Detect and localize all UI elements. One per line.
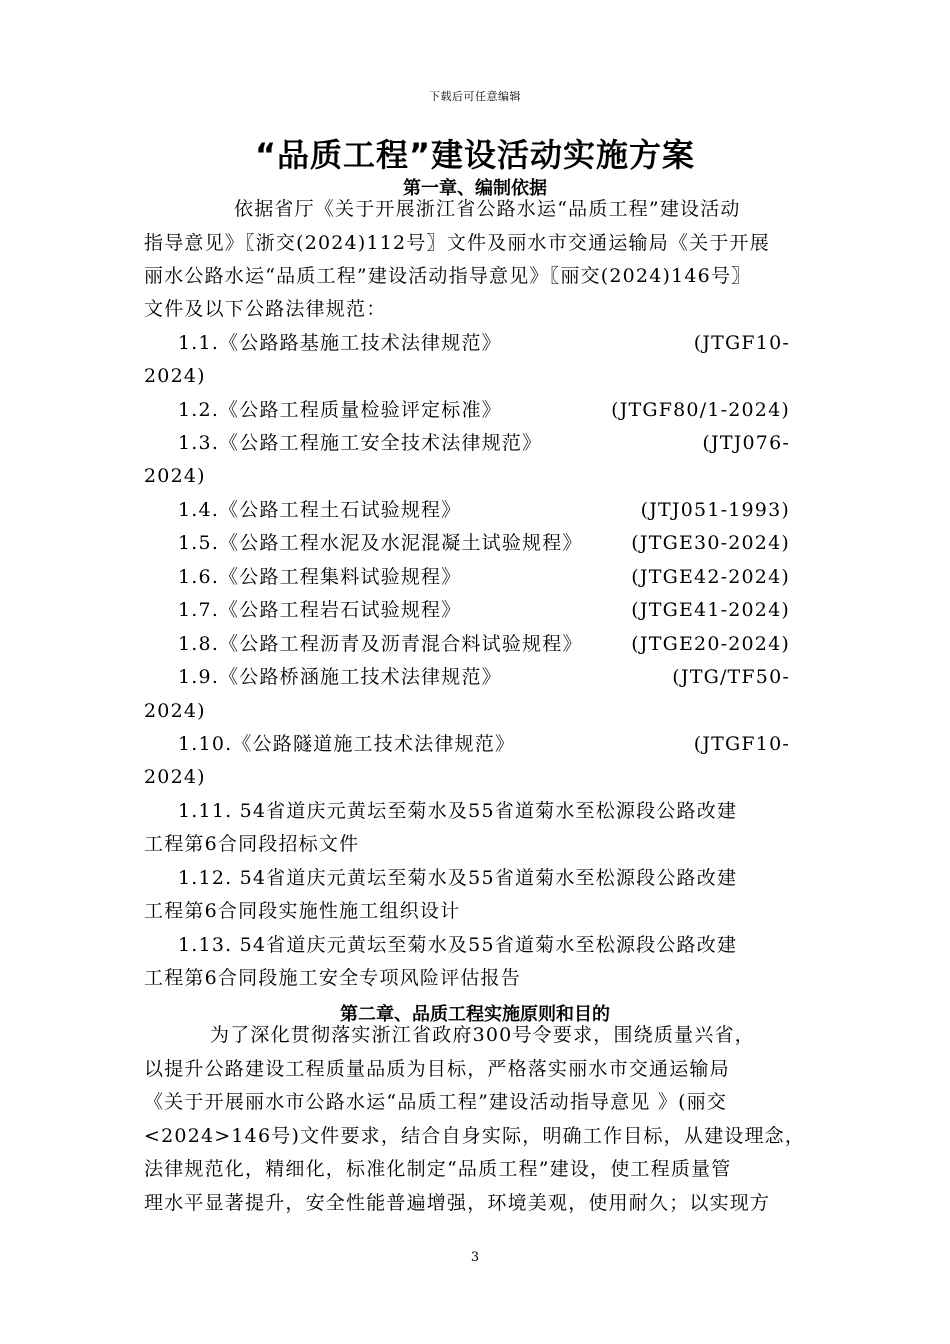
reference-code: (JTGE30-2024)	[631, 532, 790, 554]
reference-label: 1.7.《公路工程岩石试验规程》	[178, 599, 462, 621]
reference-code: (JTGE20-2024)	[631, 633, 790, 655]
reference-code: (JTJ051-1993)	[640, 499, 790, 521]
document-title: “品质工程”建设活动实施方案	[254, 136, 696, 174]
page-header: 下载后可任意编辑	[429, 90, 521, 103]
reference-code: (JTG/TF50-	[672, 666, 790, 688]
reference-code: (JTGE42-2024)	[631, 566, 790, 588]
page-number: 3	[470, 1250, 480, 1265]
reference-label: 1.10.《公路隧道施工技术法律规范》	[178, 733, 516, 755]
reference-long-item: 1.11. 54省道庆元黄坛至菊水及55省道菊水至松源段公路改建	[178, 800, 738, 822]
reference-code-continued: 2024)	[144, 465, 206, 487]
reference-long-item: 1.12. 54省道庆元黄坛至菊水及55省道菊水至松源段公路改建	[178, 867, 738, 889]
reference-label: 1.4.《公路工程土石试验规程》	[178, 499, 462, 521]
reference-long-item-continued: 工程第6合同段招标文件	[144, 833, 360, 855]
reference-code: (JTJ076-	[702, 432, 790, 454]
reference-code: (JTGE41-2024)	[631, 599, 790, 621]
reference-label: 1.5.《公路工程水泥及水泥混凝土试验规程》	[178, 532, 583, 554]
chapter2-line: 以提升公路建设工程质量品质为目标，严格落实丽水市交通运输局	[144, 1058, 730, 1080]
reference-long-item: 1.13. 54省道庆元黄坛至菊水及55省道菊水至松源段公路改建	[178, 934, 738, 956]
reference-label: 1.6.《公路工程集料试验规程》	[178, 566, 462, 588]
chapter2-line: 《关于开展丽水市公路水运“品质工程”建设活动指导意见 》(丽交	[144, 1091, 728, 1113]
reference-long-item-continued: 工程第6合同段施工安全专项风险评估报告	[144, 967, 521, 989]
reference-label: 1.3.《公路工程施工安全技术法律规范》	[178, 432, 543, 454]
chapter1-heading: 第一章、编制依据	[403, 178, 547, 199]
reference-code-continued: 2024)	[144, 365, 206, 387]
intro-line: 指导意见》〖浙交(2024)112号〗文件及丽水市交通运输局《关于开展	[144, 232, 770, 254]
reference-label: 1.1.《公路路基施工技术法律规范》	[178, 332, 502, 354]
reference-long-item-continued: 工程第6合同段实施性施工组织设计	[144, 900, 461, 922]
intro-line: 文件及以下公路法律规范：	[144, 298, 387, 320]
reference-code-continued: 2024)	[144, 766, 206, 788]
reference-code: (JTGF80/1-2024)	[611, 399, 790, 421]
reference-label: 1.2.《公路工程质量检验评定标准》	[178, 399, 502, 421]
chapter2-heading: 第二章、品质工程实施原则和目的	[340, 1004, 610, 1025]
chapter2-line: <2024>146号)文件要求，结合自身实际，明确工作目标，从建设理念，	[144, 1125, 806, 1147]
reference-label: 1.9.《公路桥涵施工技术法律规范》	[178, 666, 502, 688]
chapter2-line: 理水平显著提升，安全性能普遍增强，环境美观，使用耐久；以实现方	[144, 1192, 771, 1214]
chapter2-line: 为了深化贯彻落实浙江省政府300号令要求，围绕质量兴省，	[210, 1024, 755, 1046]
reference-code: (JTGF10-	[693, 733, 790, 755]
intro-line: 依据省厅《关于开展浙江省公路水运“品质工程”建设活动	[234, 198, 741, 220]
reference-label: 1.8.《公路工程沥青及沥青混合料试验规程》	[178, 633, 583, 655]
reference-code-continued: 2024)	[144, 700, 206, 722]
intro-line: 丽水公路水运“品质工程”建设活动指导意见》〖丽交(2024)146号〗	[144, 265, 752, 287]
chapter2-line: 法律规范化，精细化，标准化制定“品质工程”建设，使工程质量管	[144, 1158, 732, 1180]
reference-code: (JTGF10-	[693, 332, 790, 354]
